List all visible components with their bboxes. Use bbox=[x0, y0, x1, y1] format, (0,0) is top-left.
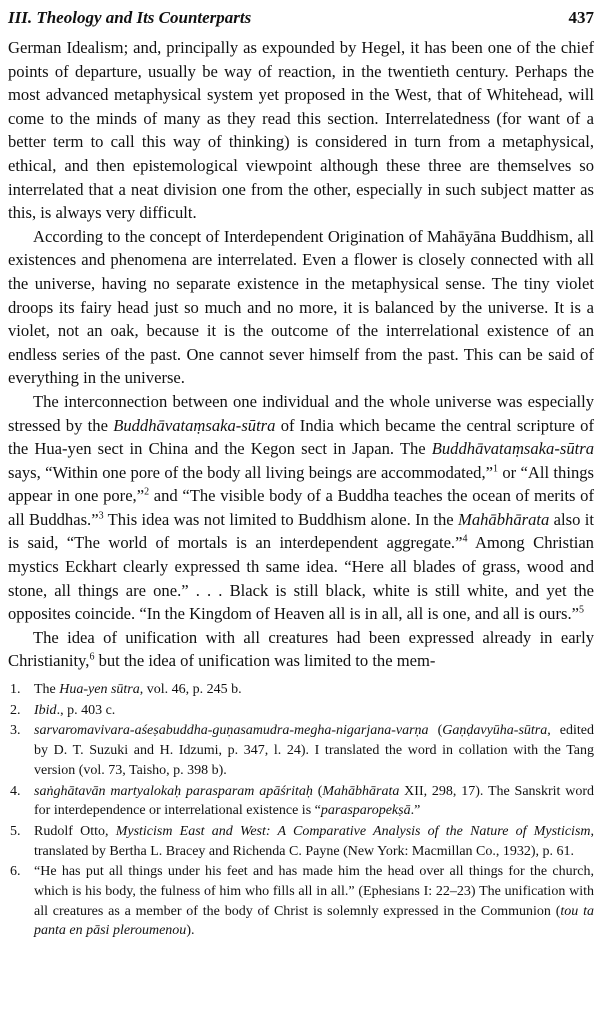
chapter-title: III. Theology and Its Counterparts bbox=[8, 8, 252, 27]
footnote-1 bbox=[8, 680, 594, 700]
text-run: also it is said, “The world of mortals is an interdependent aggregate.” bbox=[8, 509, 595, 553]
footnote-text bbox=[34, 721, 594, 780]
italic-title: Ibid bbox=[34, 702, 57, 718]
text-run: or “All things appear in one pore,” bbox=[8, 462, 594, 506]
text-run: ( bbox=[312, 783, 323, 799]
footnote-ref-6[interactable]: 6 bbox=[89, 651, 95, 663]
italic-title: saṅghātavān martyalokaḥ parasparam apāśritaḥ bbox=[34, 783, 313, 799]
text-run: The bbox=[34, 682, 60, 698]
text-run: XII, 298, 17). The Sanskrit word for interdependence or interrelational existence is “ bbox=[34, 783, 595, 819]
footnote-number: 2. bbox=[10, 702, 21, 718]
footnote-text bbox=[34, 782, 594, 821]
text-run: , vol. 46, p. 245 b. bbox=[139, 682, 242, 698]
text-run: but the idea of unification was limited to the mem- bbox=[94, 651, 436, 671]
italic-title: Hua-yen sūtra bbox=[59, 682, 140, 698]
footnote-4 bbox=[8, 782, 594, 821]
italic-title: Mysticism East and West: A Comparative Analysis of the Nature of Mysticism bbox=[115, 823, 591, 839]
footnote-text bbox=[34, 701, 594, 721]
italic-title: Mahābhārata bbox=[322, 783, 400, 799]
footnote-ref-4[interactable]: 4 bbox=[462, 533, 468, 545]
footnote-ref-1[interactable]: 1 bbox=[492, 463, 498, 475]
footnote-6 bbox=[8, 862, 594, 941]
footnotes bbox=[8, 680, 594, 941]
text-run: .” bbox=[410, 803, 421, 819]
text-run: , translated by Bertha L. Bracey and Richenda C. Payne (New York: Macmillan Co., 1932), p. 61. bbox=[34, 823, 594, 859]
footnote-text bbox=[34, 822, 594, 861]
text-run: Among Christian mystics Eckhart clearly expressed th same idea. “Here all blades of grass, wood and stone, all things are one.” . . . Black is still black, white is still white, and yet the opposites coincide. “In the Kingdom of Heaven all is in all, all is one, and all is ours.” bbox=[8, 533, 594, 624]
sutra-title: Buddhāvataṃsaka-sūtra bbox=[113, 415, 276, 435]
text-run: , edited by D. T. Suzuki and H. Idzumi, p. 347, l. 24). I translated the word in collation with the Tang version (vol. 73, Taisho, p. 398 b). bbox=[34, 723, 594, 778]
paragraph-4 bbox=[8, 626, 594, 673]
footnote-number: 6. bbox=[10, 864, 21, 880]
paragraph-3 bbox=[8, 390, 594, 626]
text-run: ., p. 403 c. bbox=[56, 702, 116, 718]
page-number: 437 bbox=[568, 8, 594, 27]
text-run: and “The visible body of a Buddha teaches the ocean of merits of all Buddhas.” bbox=[8, 486, 594, 529]
epic-title: Mahābhārata bbox=[458, 509, 550, 529]
footnote-text bbox=[34, 862, 594, 941]
footnote-number: 5. bbox=[10, 823, 21, 839]
text-run: ). bbox=[186, 923, 195, 939]
footnote-number: 1. bbox=[10, 682, 21, 698]
running-header bbox=[8, 0, 594, 36]
footnote-ref-2[interactable]: 2 bbox=[144, 486, 150, 498]
sutra-title: Buddhāvataṃsaka-sūtra bbox=[431, 439, 594, 459]
footnote-text bbox=[34, 680, 594, 700]
footnote-number: 4. bbox=[10, 783, 21, 799]
italic-title: tou ta panta en pāsi pleroumenou bbox=[34, 903, 594, 939]
footnote-number: 3. bbox=[10, 723, 21, 739]
paragraph-2: According to the concept of Interdependent Origination of Mahāyāna Buddhism, all existences and phenomena are interrelated. Even a flower is closely connected with all the universe, having no separate existence in the metaphysical sense. The tiny violet droops its fairy head just so much and no more, it is balanced by the universe. It is a violet, not an oak, because it is the outcome of the interrelational existence of an endless series of the past. One cannot sever himself from the past. This can be said of everything in the universe. bbox=[8, 226, 594, 388]
text-run: of India which became the central scripture of the Hua-yen sect in China and the Kegon sect in Japan. The bbox=[8, 415, 594, 459]
italic-title: Gaṇḍavyūha-sūtra bbox=[442, 723, 548, 739]
text-run: ( bbox=[428, 723, 443, 739]
footnote-ref-5[interactable]: 5 bbox=[578, 604, 584, 616]
footnote-5 bbox=[8, 822, 594, 861]
text-run: Rudolf Otto, bbox=[34, 823, 116, 839]
text-run: The idea of unification with all creatures had been expressed already in early Christianity, bbox=[8, 627, 594, 671]
footnote-3 bbox=[8, 721, 594, 780]
main-text bbox=[8, 36, 594, 673]
italic-title: parasparopekṣā bbox=[320, 803, 411, 819]
paragraph-1: German Idealism; and, principally as expounded by Hegel, it has been one of the chief points of departure, usually be way of reaction, in the twentieth century. Perhaps the most advanced metaphysical system yet proposed in the West, that of Whitehead, will come to the minds of many as they read this section. Interrelatedness (for want of a better term to call this way of thinking) is considered in turn from a metaphysical, ethical, and then epistemological viewpoint although these three are themselves so interrelated that a neat division one from the other, especially in such subject matter as this, is always very difficult. bbox=[8, 38, 594, 223]
text-run: says, “Within one pore of the body all living beings are accommodated,” bbox=[8, 462, 493, 482]
italic-title: sarvaromavivara-aśeṣabuddha-guṇasamudra-megha-nigarjana-varṇa bbox=[34, 723, 429, 739]
text-run: The interconnection between one individual and the whole universe was especially stressed by the bbox=[8, 391, 594, 435]
text-run: This idea was not limited to Buddhism alone. In the bbox=[103, 509, 459, 529]
footnote-2 bbox=[8, 701, 594, 721]
text-run: “He has put all things under his feet and has made him the head over all things for the church, which is his body, the fulness of him who fills all in all.” (Ephesians I: 22–23) The unification with all creatures as a member of the body of Christ is solemnly expressed in the Communion ( bbox=[34, 864, 594, 919]
footnote-ref-3[interactable]: 3 bbox=[98, 510, 104, 522]
